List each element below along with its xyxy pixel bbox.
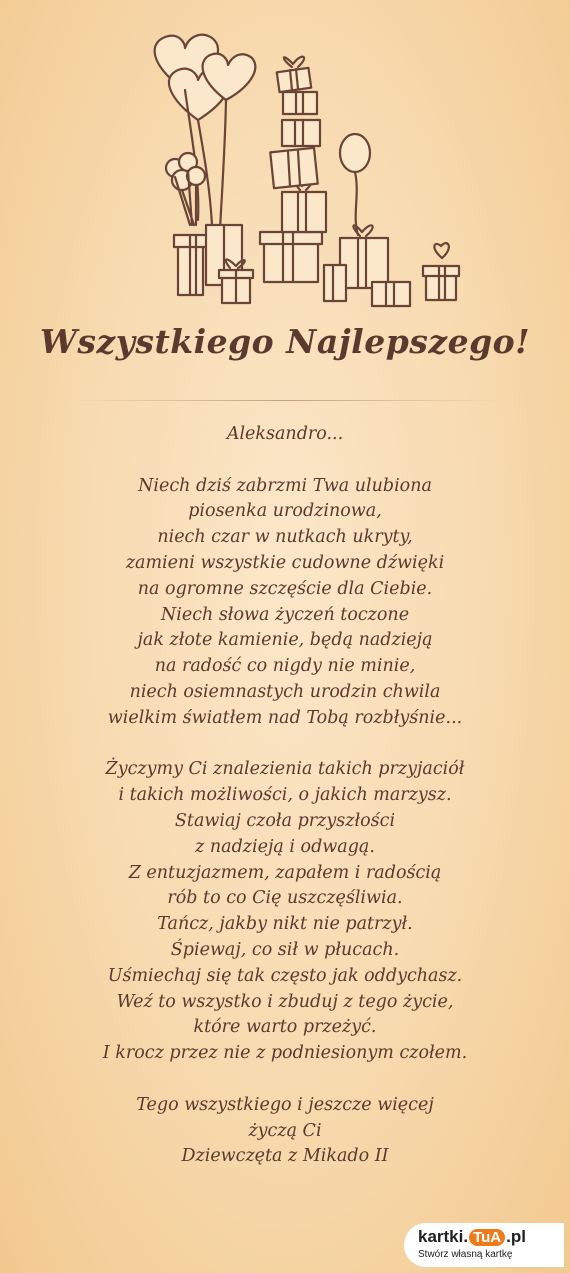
poem-line: Niech słowa życzeń toczone	[160, 604, 410, 625]
greeting-title: Wszystkiego Najlepszego!	[39, 322, 531, 361]
poem-line: rób to co Cię uszczęśliwia.	[167, 888, 403, 909]
poem-gap	[0, 448, 570, 474]
poem-line: zamieni wszystkie cudowne dźwięki	[125, 552, 445, 573]
gifts-and-balloons-illustration	[130, 20, 470, 310]
poem-line: Aleksandro...	[226, 424, 344, 444]
poem-line: Z entuzjazmem, zapałem i radością	[128, 862, 442, 883]
poem-line: Życzymy Ci znalezienia takich przyjaciół	[105, 759, 465, 780]
logo-suffix: .pl	[506, 1227, 526, 1246]
poem-line: jak złote kamienie, będą nadzieją	[137, 630, 433, 651]
poem-line: na ogromne szczęście dla Ciebie.	[137, 578, 433, 599]
poem-line: Uśmiechaj się tak często jak oddychasz.	[107, 965, 463, 986]
poem-line: które warto przeżyć.	[193, 1017, 377, 1038]
poem-line: z nadzieją i odwagą.	[195, 836, 375, 857]
logo-wordmark	[418, 1227, 526, 1247]
poem-line: Tańcz, jakby nikt nie patrzył.	[157, 914, 413, 935]
logo-badge: TuA	[469, 1229, 505, 1246]
poem-line: niech czar w nutkach ukryty,	[157, 527, 413, 548]
poem-line: Dziewczęta z Mikado II	[181, 1146, 389, 1167]
poem-line: I krocz przez nie z podniesionym czołem.	[102, 1043, 468, 1064]
poem-line: Śpiewaj, co sił w płucach.	[170, 939, 400, 960]
poem-line: na radość co nigdy nie minie,	[154, 656, 416, 677]
poem-line: wielkim światłem nad Tobą rozbłyśnie...	[107, 707, 463, 728]
poem-gap	[0, 1067, 570, 1093]
poem-line: życzą Ci	[248, 1120, 322, 1141]
poem-line: Niech dziś zabrzmi Twa ulubiona	[138, 475, 432, 496]
poem-line: piosenka urodzinowa,	[188, 501, 382, 522]
poem-line: Tego wszystkiego i jeszcze więcej	[136, 1094, 434, 1115]
poem-line: Weź to wszystko i zbuduj z tego życie,	[116, 991, 454, 1012]
logo-prefix: kartki.	[418, 1227, 469, 1246]
title-divider	[70, 400, 500, 401]
poem-gap	[0, 732, 570, 758]
logo-tagline: Stwórz własną kartkę	[418, 1249, 513, 1260]
poem-text	[0, 422, 570, 1170]
poem-line: niech osiemnastych urodzin chwila	[129, 681, 441, 702]
poem-line: Stawiaj czoła przyszłości	[174, 810, 396, 831]
kartki-logo[interactable]	[404, 1223, 564, 1267]
poem-line: i takich możliwości, o jakich marzysz.	[118, 785, 452, 806]
